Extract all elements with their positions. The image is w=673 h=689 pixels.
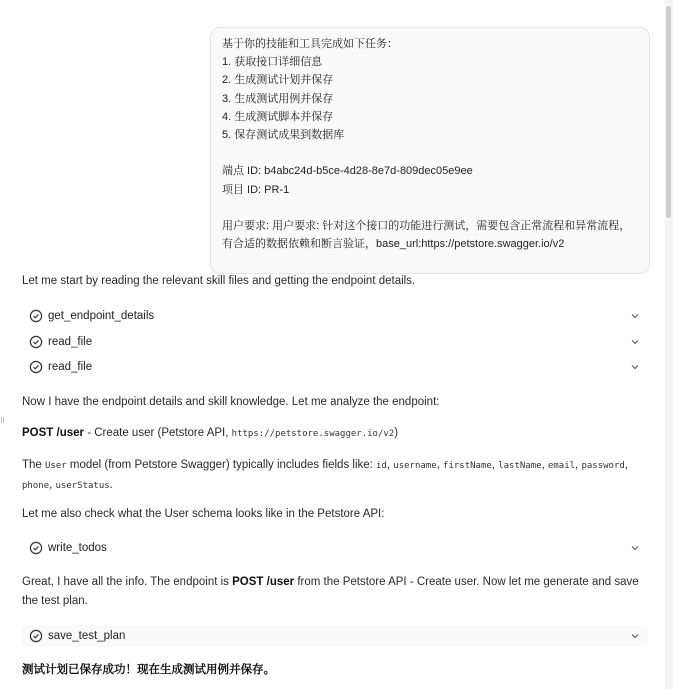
text-fragment: The	[22, 459, 46, 471]
user-message-line: 基于你的技能和工具完成如下任务：	[222, 38, 398, 50]
success-message: 测试计划已保存成功！现在生成测试用例并保存。	[22, 664, 275, 676]
user-message-line: 端点 ID: b4abc24d-b5ce-4d28-8e7d-809dec05e9ee	[222, 165, 473, 178]
chevron-down-icon[interactable]	[630, 543, 640, 553]
tool-call-get-endpoint-details[interactable]	[22, 305, 648, 327]
great-text	[22, 573, 642, 611]
endpoint-close: )	[394, 427, 399, 439]
blank-line	[222, 144, 638, 162]
field-code: email	[547, 461, 576, 471]
separator: ,	[575, 459, 582, 471]
resize-handle[interactable]: ⠿	[0, 418, 6, 425]
tool-call-read-file[interactable]	[22, 331, 648, 353]
check-circle-icon	[29, 335, 43, 349]
field-code: phone	[22, 481, 50, 491]
tool-call-name: write_todos	[48, 542, 107, 554]
tool-call-name: save_test_plan	[48, 630, 126, 642]
user-message-line: 4. 生成测试脚本并保存	[222, 110, 334, 123]
chevron-down-icon[interactable]	[630, 337, 640, 347]
text-fragment: Great, I have all the info. The endpoint is	[22, 576, 233, 588]
text-fragment: from the Petstore API - Create user. Now let me generate and save the test plan.	[22, 576, 639, 607]
field-code: lastName	[498, 461, 542, 471]
separator: ,	[624, 459, 628, 471]
tool-call-name: get_endpoint_details	[48, 310, 155, 322]
chevron-down-icon[interactable]	[630, 362, 640, 372]
check-circle-icon	[29, 629, 43, 643]
tool-call-write-todos[interactable]	[22, 537, 648, 559]
field-code: password	[581, 461, 625, 471]
field-code: firstName	[443, 461, 492, 471]
analyze-text: Now I have the endpoint details and skill knowledge. Let me analyze the endpoint:	[22, 396, 440, 408]
text-fragment: .	[109, 479, 113, 491]
user-message-line: 用户要求: 用户要求: 针对这个接口的功能进行测试，需要包含正常流程和异常流程，	[222, 219, 631, 232]
text-fragment: model (from Petstore Swagger) typically includes fields like:	[66, 459, 377, 471]
tool-call-save-test-plan[interactable]	[22, 625, 648, 647]
endpoint-method-path: POST /user	[232, 576, 295, 588]
separator: ,	[541, 459, 548, 471]
user-message-line: 有合适的数据依赖和断言验证，base_url:https://petstore.swagger.io/v2	[222, 238, 565, 251]
chevron-down-icon[interactable]	[630, 631, 640, 641]
chevron-down-icon[interactable]	[630, 311, 640, 321]
endpoint-summary	[22, 424, 642, 444]
user-message-line: 2. 生成测试计划并保存	[222, 74, 334, 87]
tool-call-name: read_file	[48, 361, 93, 373]
user-message-bubble	[210, 27, 650, 274]
endpoint-description: - Create user (Petstore API,	[84, 427, 232, 439]
endpoint-method-path: POST /user	[22, 427, 84, 439]
base-url-code: https://petstore.swagger.io/v2	[231, 429, 395, 439]
user-message-line: 3. 生成测试用例并保存	[222, 92, 334, 105]
scrollbar-thumb[interactable]	[666, 6, 671, 218]
assistant-intro-text: Let me start by reading the relevant skill files and getting the endpoint details.	[22, 275, 416, 287]
separator: ,	[386, 459, 394, 471]
blank-line	[222, 199, 638, 217]
check-circle-icon	[29, 309, 43, 323]
field-code: username	[393, 461, 437, 471]
check-circle-icon	[29, 360, 43, 374]
separator: ,	[436, 459, 444, 471]
user-message-line: 项目 ID: PR-1	[222, 183, 290, 196]
tool-call-name: read_file	[48, 336, 93, 348]
field-code: id	[376, 461, 387, 471]
tool-call-read-file[interactable]	[22, 356, 648, 378]
field-code: userStatus	[55, 481, 110, 491]
separator: ,	[491, 459, 499, 471]
user-message-line: 1. 获取接口详细信息	[222, 56, 323, 69]
schema-check-text: Let me also check what the User schema looks like in the Petstore API:	[22, 508, 385, 520]
separator: ,	[49, 479, 56, 491]
vertical-scrollbar[interactable]	[665, 0, 673, 689]
model-name-code: User	[45, 461, 67, 471]
check-circle-icon	[29, 541, 43, 555]
user-model-text	[22, 456, 642, 496]
user-message-line: 5. 保存测试成果到数据库	[222, 128, 345, 141]
